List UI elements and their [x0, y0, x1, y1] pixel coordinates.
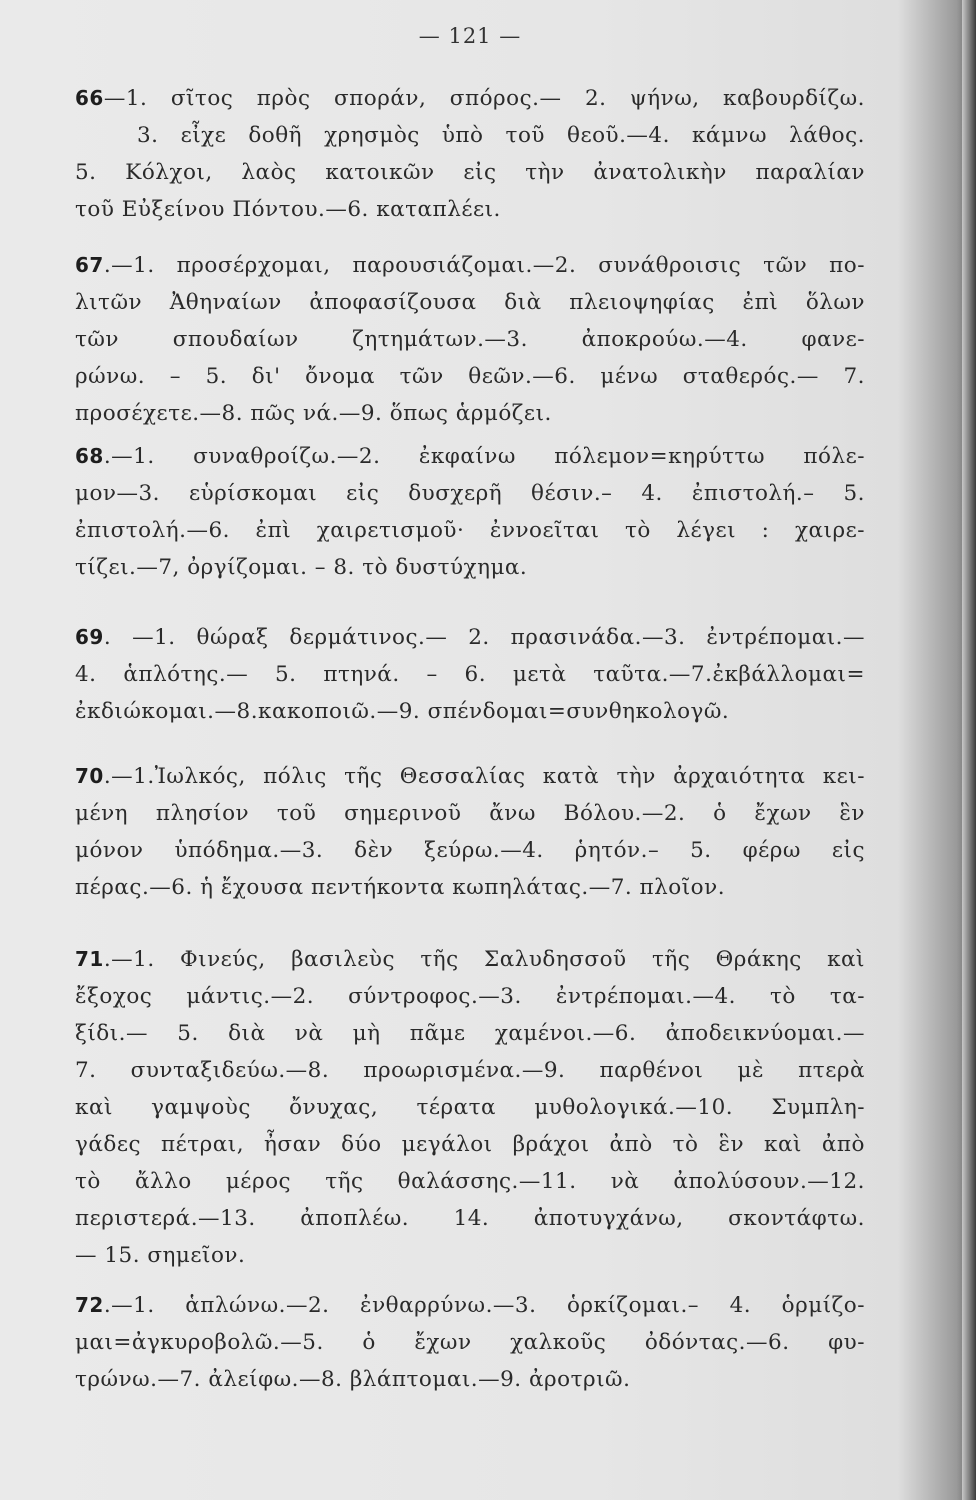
entry-line: ἐπιστολή.—6. ἐπὶ χαιρετισμοῦ· ἐννοεῖται τὸ λέγει : χαιρε- — [75, 518, 865, 543]
entry-line: ρώνω. – 5. δι' ὄνομα τῶν θεῶν.—6. μένω σταθερός.— 7. — [75, 364, 865, 389]
entry-line: .—1. προσέρχομαι, παρουσιάζομαι.—2. συνάθροισις τῶν πο- — [103, 253, 865, 278]
entry-line: —1. σῖτος πρὸς σποράν, σπόρος.— 2. ψήνω, καβουρδίζω. — [103, 86, 865, 111]
entry-number: 71 — [75, 947, 104, 971]
entry-line: μόνον ὑπόδημα.—3. δὲν ξεύρω.—4. ῥητόν.– 5. φέρω εἰς — [75, 838, 865, 863]
entry-line: ἔξοχος μάντις.—2. σύντροφος.—3. ἐντρέπομαι.—4. τὸ τα- — [75, 984, 865, 1009]
entry-number: 67 — [75, 253, 104, 277]
entry-number: 69 — [75, 625, 104, 649]
entry-line: ξίδι.— 5. διὰ νὰ μὴ πᾶμε χαμένοι.—6. ἀποδεικνύομαι.— — [75, 1021, 865, 1046]
exercise-entry-69 — [75, 619, 865, 730]
entry-line: μον—3. εὑρίσκομαι εἰς δυσχερῆ θέσιν.– 4. ἐπιστολή.– 5. — [75, 481, 865, 506]
entry-line: λιτῶν Ἀθηναίων ἀποφασίζουσα διὰ πλειοψηφίας ἐπὶ ὅλων — [75, 290, 865, 315]
entry-line: — 15. σημεῖον. — [75, 1243, 246, 1268]
page-number: — 121 — — [418, 24, 522, 48]
entry-line: τοῦ Εὐξείνου Πόντου.—6. καταπλέει. — [75, 197, 501, 222]
entry-line: τῶν σπουδαίων ζητημάτων.—3. ἀποκρούω.—4. φανε- — [75, 327, 865, 352]
entry-line: προσέχετε.—8. πῶς νά.—9. ὅπως ἁρμόζει. — [75, 401, 552, 426]
entry-line: .—1.Ἰωλκός, πόλις τῆς Θεσσαλίας κατὰ τὴν ἀρχαιότητα κει- — [103, 764, 865, 789]
entry-line: μαι=ἀγκυροβολῶ.—5. ὁ ἔχων χαλκοῦς ὀδόντας.—6. φυ- — [75, 1330, 865, 1355]
entry-line: τὸ ἄλλο μέρος τῆς θαλάσσης.—11. νὰ ἀπολύσουν.—12. — [75, 1169, 865, 1194]
entry-number: 70 — [75, 764, 104, 788]
entry-line: μένη πλησίον τοῦ σημερινοῦ ἄνω Βόλου.—2. ὁ ἔχων ἓν — [75, 801, 865, 826]
entry-line: .—1. Φινεύς, βασιλεὺς τῆς Σαλυδησσοῦ τῆς Θράκης καὶ — [103, 947, 865, 972]
entry-line: 4. ἁπλότης.— 5. πτηνά. – 6. μετὰ ταῦτα.—7.ἐκβάλλομαι= — [75, 662, 865, 687]
entry-line: τίζει.—7, ὀργίζομαι. – 8. τὸ δυστύχημα. — [75, 555, 528, 580]
exercise-entry-71 — [75, 941, 865, 1274]
entry-line: 3. εἶχε δοθῆ χρησμὸς ὑπὸ τοῦ θεοῦ.—4. κάμνω λάθος. — [137, 123, 865, 148]
entry-number: 66 — [75, 86, 104, 110]
exercise-entry-66 — [75, 80, 865, 228]
exercise-entry-72 — [75, 1287, 865, 1398]
entry-line: .—1. συναθροίζω.—2. ἐκφαίνω πόλεμον=κηρύττω πόλε- — [103, 444, 865, 469]
entry-line: περιστερά.—13. ἀποπλέω. 14. ἀποτυγχάνω, σκοντάφτω. — [75, 1206, 865, 1231]
entry-line: 7. συνταξιδεύω.—8. προωρισμένα.—9. παρθένοι μὲ πτερὰ — [75, 1058, 865, 1083]
page-edge-shadow — [962, 0, 976, 1500]
entry-line: τρώνω.—7. ἀλείφω.—8. βλάπτομαι.—9. ἀροτριῶ. — [75, 1367, 631, 1392]
exercise-entry-67 — [75, 247, 865, 432]
exercise-entry-68 — [75, 438, 865, 586]
entry-number: 72 — [75, 1293, 104, 1317]
entry-line: 5. Κόλχοι, λαὸς κατοικῶν εἰς τὴν ἀνατολικὴν παραλίαν — [75, 160, 865, 185]
entry-number: 68 — [75, 444, 104, 468]
entry-line: ἐκδιώκομαι.—8.κακοποιῶ.—9. σπένδομαι=συνθηκολογῶ. — [75, 699, 730, 724]
entry-line: πέρας.—6. ἡ ἔχουσα πεντήκοντα κωπηλάτας.—7. πλοῖον. — [75, 875, 726, 900]
entry-line: γάδες πέτραι, ἦσαν δύο μεγάλοι βράχοι ἀπὸ τὸ ἓν καὶ ἀπὸ — [75, 1132, 865, 1157]
entry-line: .—1. ἁπλώνω.—2. ἐνθαρρύνω.—3. ὁρκίζομαι.– 4. ὁρμίζο- — [103, 1293, 865, 1318]
entry-line: . —1. θώραξ δερμάτινος.— 2. πρασινάδα.—3. ἐντρέπομαι.— — [103, 625, 865, 650]
exercise-entry-70 — [75, 758, 865, 906]
entry-line: καὶ γαμψοὺς ὄνυχας, τέρατα μυθολογικά.—10. Συμπλη- — [75, 1095, 865, 1120]
